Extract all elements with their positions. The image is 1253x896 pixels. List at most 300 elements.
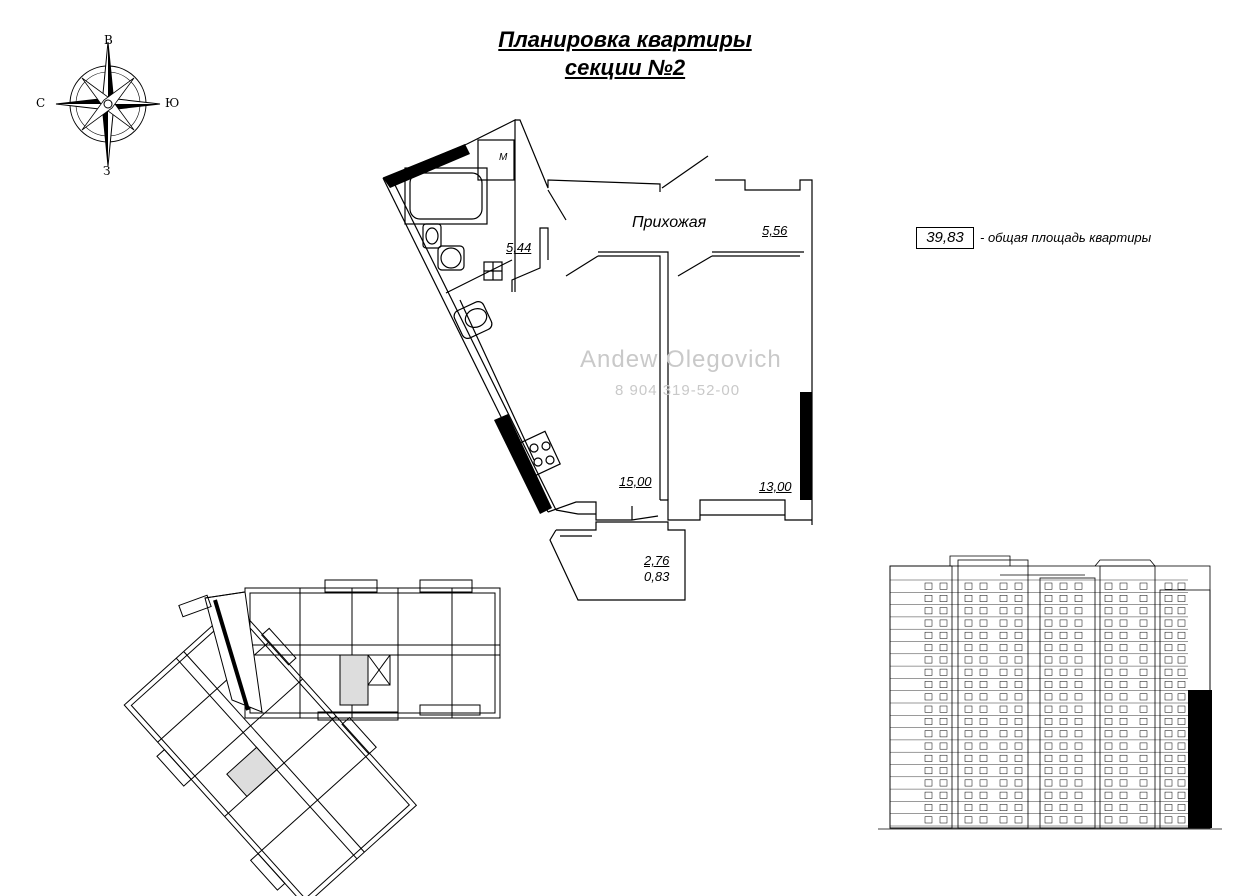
facade-window: [1045, 608, 1052, 614]
facade-window: [1060, 706, 1067, 712]
facade-window: [1105, 669, 1112, 675]
facade-window: [925, 694, 932, 700]
facade-window: [940, 669, 947, 675]
facade-window: [1045, 731, 1052, 737]
facade-window: [980, 792, 987, 798]
facade-window: [1140, 768, 1147, 774]
facade-window: [1140, 657, 1147, 663]
facade-window: [925, 706, 932, 712]
facade-window: [1000, 792, 1007, 798]
facade-window: [1120, 768, 1127, 774]
facade-window: [1015, 681, 1022, 687]
facade-window: [940, 792, 947, 798]
facade-window: [1060, 731, 1067, 737]
facade-window: [1165, 583, 1172, 589]
facade-window: [1178, 817, 1185, 823]
facade-window: [1165, 804, 1172, 810]
facade-window: [1045, 657, 1052, 663]
facade-window: [1165, 632, 1172, 638]
facade-window: [1000, 731, 1007, 737]
facade-window: [1060, 817, 1067, 823]
facade-window: [1178, 755, 1185, 761]
facade-window: [1000, 804, 1007, 810]
facade-window: [1045, 583, 1052, 589]
facade-window: [1178, 792, 1185, 798]
facade-window: [1120, 583, 1127, 589]
facade-window: [1060, 608, 1067, 614]
facade-window: [940, 731, 947, 737]
facade-window: [1060, 657, 1067, 663]
facade-window: [1060, 694, 1067, 700]
facade-window: [980, 718, 987, 724]
facade-window: [925, 792, 932, 798]
facade-window: [940, 645, 947, 651]
facade-window: [1140, 620, 1147, 626]
facade-window: [1105, 583, 1112, 589]
facade-window: [1060, 768, 1067, 774]
facade-window: [1015, 743, 1022, 749]
facade-window: [1060, 595, 1067, 601]
building-facade: [878, 556, 1222, 829]
facade-window: [1015, 804, 1022, 810]
facade-window: [1075, 780, 1082, 786]
facade-window: [1165, 731, 1172, 737]
facade-window: [1000, 706, 1007, 712]
facade-window: [1000, 657, 1007, 663]
facade-window: [1000, 817, 1007, 823]
facade-window: [1178, 681, 1185, 687]
facade-window: [1000, 632, 1007, 638]
facade-window: [1178, 608, 1185, 614]
facade-window: [1140, 792, 1147, 798]
facade-window: [1000, 620, 1007, 626]
facade-window: [1045, 817, 1052, 823]
facade-window: [1060, 645, 1067, 651]
facade-window: [1075, 620, 1082, 626]
facade-window: [1000, 768, 1007, 774]
facade-window: [980, 595, 987, 601]
facade-window: [940, 657, 947, 663]
facade-window: [925, 804, 932, 810]
facade-window: [925, 632, 932, 638]
facade-window: [925, 657, 932, 663]
facade-window: [1015, 595, 1022, 601]
facade-window: [1165, 706, 1172, 712]
facade-window: [1000, 583, 1007, 589]
facade-window: [980, 620, 987, 626]
facade-window: [1060, 669, 1067, 675]
facade-window: [1075, 755, 1082, 761]
facade-window: [1015, 792, 1022, 798]
plan-title: [440, 26, 810, 82]
facade-window: [1120, 706, 1127, 712]
facade-window: [1120, 595, 1127, 601]
facade-window: [980, 681, 987, 687]
facade-window: [940, 718, 947, 724]
facade-window: [925, 620, 932, 626]
facade-window: [940, 780, 947, 786]
facade-window: [1120, 743, 1127, 749]
facade-window: [1178, 669, 1185, 675]
facade-window: [965, 743, 972, 749]
facade-window: [1015, 780, 1022, 786]
facade-window: [1105, 608, 1112, 614]
facade-window: [1000, 743, 1007, 749]
facade-window: [925, 755, 932, 761]
facade-window: [925, 817, 932, 823]
facade-window: [1165, 743, 1172, 749]
facade-window: [1060, 804, 1067, 810]
facade-window: [1015, 657, 1022, 663]
facade-window: [1165, 755, 1172, 761]
facade-window: [1000, 645, 1007, 651]
facade-window: [1105, 817, 1112, 823]
facade-window: [1105, 718, 1112, 724]
facade-window: [1000, 681, 1007, 687]
facade-window: [965, 706, 972, 712]
facade-window: [1140, 681, 1147, 687]
facade-window: [1140, 645, 1147, 651]
facade-window: [1165, 768, 1172, 774]
facade-window: [1015, 694, 1022, 700]
hall-name: Прихожая: [632, 214, 707, 231]
facade-window: [1140, 780, 1147, 786]
total-area-value: 39,83: [916, 227, 974, 249]
facade-window: [1060, 620, 1067, 626]
facade-window: [1178, 706, 1185, 712]
facade-window: [965, 804, 972, 810]
facade-window: [1045, 681, 1052, 687]
facade-window: [1120, 694, 1127, 700]
facade-window: [1075, 731, 1082, 737]
facade-window: [925, 669, 932, 675]
bathroom-area: 5,44: [506, 240, 532, 255]
facade-window: [1015, 768, 1022, 774]
facade-window: [1120, 804, 1127, 810]
facade-window: [1140, 608, 1147, 614]
facade-window: [1165, 669, 1172, 675]
facade-window: [1178, 780, 1185, 786]
facade-window: [925, 583, 932, 589]
facade-window: [1045, 694, 1052, 700]
facade-window: [965, 694, 972, 700]
facade-window: [1000, 608, 1007, 614]
facade-window: [1000, 780, 1007, 786]
facade-window: [1075, 583, 1082, 589]
facade-window: [1075, 768, 1082, 774]
facade-window: [965, 718, 972, 724]
facade-window: [1140, 595, 1147, 601]
facade-window: [1105, 595, 1112, 601]
facade-window: [1165, 657, 1172, 663]
facade-window: [1045, 768, 1052, 774]
facade-window: [940, 706, 947, 712]
facade-window: [1165, 608, 1172, 614]
facade-window: [1120, 645, 1127, 651]
facade-window: [1105, 620, 1112, 626]
facade-window: [1000, 718, 1007, 724]
facade-window: [1105, 645, 1112, 651]
facade-window: [1015, 706, 1022, 712]
facade-window: [1120, 731, 1127, 737]
section-plan: [117, 580, 500, 896]
facade-window: [1178, 645, 1185, 651]
facade-window: [1178, 583, 1185, 589]
facade-window: [1045, 780, 1052, 786]
facade-window: [1045, 792, 1052, 798]
facade-window: [925, 743, 932, 749]
facade-window: [1120, 718, 1127, 724]
facade-window: [1045, 755, 1052, 761]
facade-window: [925, 645, 932, 651]
facade-window: [1045, 620, 1052, 626]
facade-window: [940, 755, 947, 761]
facade-window: [940, 632, 947, 638]
facade-window: [1015, 718, 1022, 724]
facade-window: [1140, 755, 1147, 761]
facade-window: [965, 768, 972, 774]
facade-window: [1075, 706, 1082, 712]
facade-window: [1140, 632, 1147, 638]
facade-window: [965, 792, 972, 798]
facade-window: [1015, 645, 1022, 651]
facade-window: [1060, 718, 1067, 724]
facade-window: [1120, 681, 1127, 687]
facade-window: [940, 743, 947, 749]
facade-window: [1165, 645, 1172, 651]
facade-window: [980, 768, 987, 774]
washer-mark: М: [499, 152, 508, 163]
watermark-phone: 8 904 319-52-00: [615, 382, 741, 399]
facade-window: [940, 817, 947, 823]
facade-window: [1120, 632, 1127, 638]
facade-window: [1105, 681, 1112, 687]
facade-window: [1015, 632, 1022, 638]
facade-window: [1165, 718, 1172, 724]
facade-window: [1045, 706, 1052, 712]
facade-window: [1075, 817, 1082, 823]
facade-window: [1120, 669, 1127, 675]
facade-window: [1105, 804, 1112, 810]
facade-window: [1075, 608, 1082, 614]
facade-window: [940, 694, 947, 700]
facade-window: [1140, 817, 1147, 823]
facade-window: [1178, 632, 1185, 638]
facade-window: [965, 657, 972, 663]
watermark-name: Andew Olegovich: [580, 346, 782, 373]
facade-window: [1045, 595, 1052, 601]
facade-window: [925, 731, 932, 737]
facade-window: [965, 780, 972, 786]
hall-area: 5,56: [762, 223, 788, 238]
facade-window: [980, 583, 987, 589]
facade-window: [1015, 669, 1022, 675]
facade-window: [1178, 731, 1185, 737]
facade-window: [1060, 681, 1067, 687]
facade-window: [940, 681, 947, 687]
facade-window: [1105, 780, 1112, 786]
facade-window: [980, 755, 987, 761]
facade-window: [1178, 804, 1185, 810]
facade-window: [1178, 743, 1185, 749]
facade-window: [965, 608, 972, 614]
facade-window: [940, 583, 947, 589]
facade-window: [1015, 583, 1022, 589]
facade-window: [965, 817, 972, 823]
compass-east-label: Ю: [165, 96, 180, 110]
facade-window: [1165, 792, 1172, 798]
facade-window: [1120, 817, 1127, 823]
facade-window: [1178, 718, 1185, 724]
facade-window: [1105, 657, 1112, 663]
facade-window: [1075, 645, 1082, 651]
facade-window: [1060, 583, 1067, 589]
balcony-coef: 0,83: [644, 569, 670, 584]
facade-window: [1120, 657, 1127, 663]
facade-window: [1105, 768, 1112, 774]
facade-window: [1178, 694, 1185, 700]
facade-window: [1075, 681, 1082, 687]
facade-window: [1075, 669, 1082, 675]
facade-window: [1120, 792, 1127, 798]
facade-window: [1120, 620, 1127, 626]
facade-window: [980, 632, 987, 638]
facade-window: [965, 669, 972, 675]
facade-window: [1060, 755, 1067, 761]
facade-window: [925, 780, 932, 786]
facade-window: [980, 780, 987, 786]
facade-window: [965, 595, 972, 601]
facade-window: [965, 681, 972, 687]
facade-window: [1060, 780, 1067, 786]
facade-window: [1000, 669, 1007, 675]
facade-window: [1045, 804, 1052, 810]
facade-window: [1105, 694, 1112, 700]
facade-window: [1045, 669, 1052, 675]
facade-window: [1000, 595, 1007, 601]
compass-north-label: В: [104, 33, 113, 47]
facade-window: [1075, 595, 1082, 601]
facade-window: [1060, 792, 1067, 798]
facade-window: [925, 681, 932, 687]
facade-window: [925, 718, 932, 724]
facade-window: [1015, 608, 1022, 614]
facade-window: [1105, 792, 1112, 798]
facade-window: [1075, 657, 1082, 663]
facade-window: [1178, 768, 1185, 774]
facade-window: [925, 595, 932, 601]
facade-window: [1178, 657, 1185, 663]
facade-window: [1075, 718, 1082, 724]
plan-title-line1: Планировка квартиры: [498, 27, 752, 52]
facade-window: [980, 706, 987, 712]
balcony-area: 2,76: [644, 553, 670, 568]
facade-window: [980, 657, 987, 663]
facade-window: [1015, 620, 1022, 626]
facade-window: [1075, 743, 1082, 749]
facade-window: [965, 645, 972, 651]
facade-window: [1105, 706, 1112, 712]
facade-window: [1165, 595, 1172, 601]
compass-south-label: З: [103, 164, 111, 178]
facade-window: [940, 595, 947, 601]
facade-window: [940, 804, 947, 810]
facade-window: [980, 645, 987, 651]
facade-window: [1178, 620, 1185, 626]
facade-window: [980, 608, 987, 614]
facade-window: [1060, 632, 1067, 638]
facade-window: [965, 731, 972, 737]
facade-window: [1075, 792, 1082, 798]
facade-window: [980, 694, 987, 700]
facade-window: [1140, 669, 1147, 675]
facade-window: [1075, 632, 1082, 638]
facade-window: [1140, 731, 1147, 737]
facade-window: [1105, 731, 1112, 737]
facade-window: [980, 817, 987, 823]
facade-window: [940, 608, 947, 614]
facade-window: [1015, 817, 1022, 823]
facade-window: [925, 768, 932, 774]
facade-window: [965, 755, 972, 761]
facade-window: [1015, 755, 1022, 761]
facade-window: [1178, 595, 1185, 601]
facade-window: [1105, 632, 1112, 638]
facade-window: [1045, 718, 1052, 724]
facade-window: [1045, 645, 1052, 651]
facade-window: [1165, 694, 1172, 700]
facade-window: [1120, 608, 1127, 614]
total-area-label: - общая площадь квартиры: [980, 230, 1152, 245]
facade-window: [1105, 743, 1112, 749]
plan-title-line2: секции №2: [564, 55, 686, 80]
facade-window: [1000, 755, 1007, 761]
facade-window: [980, 743, 987, 749]
facade-window: [980, 804, 987, 810]
facade-window: [1045, 632, 1052, 638]
facade-window: [965, 583, 972, 589]
facade-window: [1075, 694, 1082, 700]
facade-window: [1045, 743, 1052, 749]
facade-window: [980, 731, 987, 737]
facade-window: [1140, 718, 1147, 724]
facade-window: [1140, 706, 1147, 712]
facade-window: [1140, 694, 1147, 700]
kitchen-area: 15,00: [619, 474, 652, 489]
facade-window: [1105, 755, 1112, 761]
facade-window: [1000, 694, 1007, 700]
facade-window: [1165, 620, 1172, 626]
facade-window: [965, 620, 972, 626]
facade-window: [1165, 780, 1172, 786]
facade-window: [1120, 755, 1127, 761]
facade-window: [1060, 743, 1067, 749]
facade-window: [1140, 804, 1147, 810]
facade-window: [1140, 743, 1147, 749]
compass-west-label: С: [36, 96, 46, 110]
facade-window: [1120, 780, 1127, 786]
facade-window: [1165, 681, 1172, 687]
facade-window: [1140, 583, 1147, 589]
room-area: 13,00: [759, 479, 792, 494]
facade-window: [1165, 817, 1172, 823]
facade-window: [1015, 731, 1022, 737]
compass-rose-icon: [56, 42, 160, 166]
facade-window: [940, 768, 947, 774]
facade-window: [980, 669, 987, 675]
facade-window: [1075, 804, 1082, 810]
facade-window: [940, 620, 947, 626]
